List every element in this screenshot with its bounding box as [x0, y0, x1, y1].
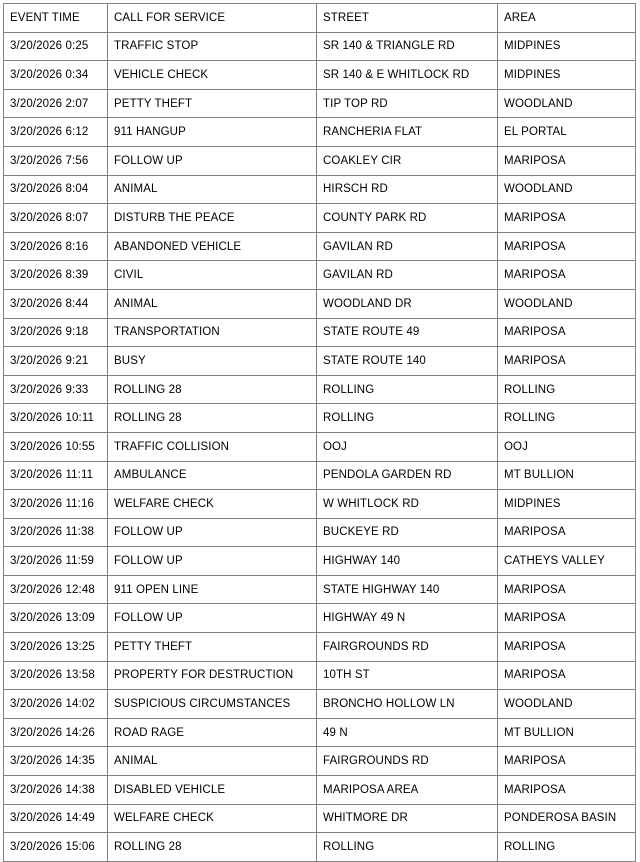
cell-street: W WHITLOCK RD: [317, 490, 498, 519]
table-row: [4, 661, 636, 690]
column-header-street: STREET: [317, 4, 498, 33]
cell-call_for_service: ANIMAL: [108, 289, 317, 318]
cell-street: WOODLAND DR: [317, 289, 498, 318]
cell-call_for_service: DISTURB THE PEACE: [108, 204, 317, 233]
table-row: [4, 261, 636, 290]
cell-area: CATHEYS VALLEY: [498, 547, 636, 576]
cell-call_for_service: TRAFFIC COLLISION: [108, 432, 317, 461]
table-row: [4, 490, 636, 519]
cell-event_time: 3/20/2026 13:25: [4, 633, 108, 662]
table-row: [4, 633, 636, 662]
cell-call_for_service: 911 HANGUP: [108, 118, 317, 147]
cell-street: COUNTY PARK RD: [317, 204, 498, 233]
cell-street: HIGHWAY 49 N: [317, 604, 498, 633]
table-row: [4, 232, 636, 261]
cell-area: MT BULLION: [498, 461, 636, 490]
table-row: [4, 118, 636, 147]
cell-call_for_service: TRAFFIC STOP: [108, 32, 317, 61]
cell-event_time: 3/20/2026 14:26: [4, 718, 108, 747]
table-row: [4, 833, 636, 862]
cell-street: COAKLEY CIR: [317, 146, 498, 175]
cell-event_time: 3/20/2026 8:16: [4, 232, 108, 261]
cell-event_time: 3/20/2026 14:49: [4, 804, 108, 833]
cell-street: GAVILAN RD: [317, 261, 498, 290]
cell-call_for_service: ANIMAL: [108, 175, 317, 204]
cell-event_time: 3/20/2026 8:44: [4, 289, 108, 318]
cell-call_for_service: SUSPICIOUS CIRCUMSTANCES: [108, 690, 317, 719]
table-row: [4, 175, 636, 204]
table-row: [4, 89, 636, 118]
cell-street: HIGHWAY 140: [317, 547, 498, 576]
cell-call_for_service: AMBULANCE: [108, 461, 317, 490]
table-row: [4, 718, 636, 747]
cell-area: MARIPOSA: [498, 261, 636, 290]
cell-street: MARIPOSA AREA: [317, 776, 498, 805]
cell-event_time: 3/20/2026 10:11: [4, 404, 108, 433]
cell-call_for_service: 911 OPEN LINE: [108, 575, 317, 604]
cell-call_for_service: ROLLING 28: [108, 404, 317, 433]
cell-street: OOJ: [317, 432, 498, 461]
column-header-event-time: EVENT TIME: [4, 4, 108, 33]
cell-street: ROLLING: [317, 404, 498, 433]
cell-street: FAIRGROUNDS RD: [317, 747, 498, 776]
cell-street: SR 140 & E WHITLOCK RD: [317, 61, 498, 90]
cell-area: WOODLAND: [498, 690, 636, 719]
call-for-service-log: [3, 3, 635, 862]
cell-area: WOODLAND: [498, 289, 636, 318]
cell-call_for_service: DISABLED VEHICLE: [108, 776, 317, 805]
cell-area: MARIPOSA: [498, 318, 636, 347]
cell-street: ROLLING: [317, 833, 498, 862]
cell-street: GAVILAN RD: [317, 232, 498, 261]
cell-event_time: 3/20/2026 8:39: [4, 261, 108, 290]
cell-event_time: 3/20/2026 0:25: [4, 32, 108, 61]
cell-street: STATE ROUTE 140: [317, 347, 498, 376]
cell-event_time: 3/20/2026 7:56: [4, 146, 108, 175]
cell-street: FAIRGROUNDS RD: [317, 633, 498, 662]
cell-area: MARIPOSA: [498, 232, 636, 261]
table-row: [4, 547, 636, 576]
cell-street: BRONCHO HOLLOW LN: [317, 690, 498, 719]
cell-event_time: 3/20/2026 10:55: [4, 432, 108, 461]
table-row: [4, 375, 636, 404]
cell-area: MIDPINES: [498, 490, 636, 519]
cell-street: STATE HIGHWAY 140: [317, 575, 498, 604]
call-log-table: [3, 3, 636, 862]
cell-call_for_service: TRANSPORTATION: [108, 318, 317, 347]
cell-event_time: 3/20/2026 12:48: [4, 575, 108, 604]
cell-event_time: 3/20/2026 14:35: [4, 747, 108, 776]
cell-event_time: 3/20/2026 11:16: [4, 490, 108, 519]
cell-area: MARIPOSA: [498, 204, 636, 233]
table-row: [4, 747, 636, 776]
cell-event_time: 3/20/2026 14:02: [4, 690, 108, 719]
cell-area: ROLLING: [498, 404, 636, 433]
cell-street: HIRSCH RD: [317, 175, 498, 204]
cell-area: EL PORTAL: [498, 118, 636, 147]
cell-call_for_service: ROLLING 28: [108, 375, 317, 404]
cell-call_for_service: PETTY THEFT: [108, 633, 317, 662]
cell-call_for_service: FOLLOW UP: [108, 604, 317, 633]
cell-area: MIDPINES: [498, 32, 636, 61]
cell-street: PENDOLA GARDEN RD: [317, 461, 498, 490]
cell-street: SR 140 & TRIANGLE RD: [317, 32, 498, 61]
cell-event_time: 3/20/2026 11:59: [4, 547, 108, 576]
table-body: [4, 32, 636, 861]
cell-street: RANCHERIA FLAT: [317, 118, 498, 147]
cell-street: WHITMORE DR: [317, 804, 498, 833]
table-row: [4, 690, 636, 719]
cell-area: WOODLAND: [498, 175, 636, 204]
table-row: [4, 776, 636, 805]
cell-area: MIDPINES: [498, 61, 636, 90]
cell-call_for_service: VEHICLE CHECK: [108, 61, 317, 90]
cell-event_time: 3/20/2026 6:12: [4, 118, 108, 147]
cell-call_for_service: ANIMAL: [108, 747, 317, 776]
cell-area: MARIPOSA: [498, 604, 636, 633]
cell-event_time: 3/20/2026 13:09: [4, 604, 108, 633]
cell-area: MARIPOSA: [498, 575, 636, 604]
table-row: [4, 575, 636, 604]
cell-call_for_service: WELFARE CHECK: [108, 804, 317, 833]
cell-area: MARIPOSA: [498, 747, 636, 776]
cell-call_for_service: ROAD RAGE: [108, 718, 317, 747]
column-header-call-for-service: CALL FOR SERVICE: [108, 4, 317, 33]
table-row: [4, 347, 636, 376]
cell-area: ROLLING: [498, 375, 636, 404]
table-header-row: [4, 4, 636, 33]
table-row: [4, 604, 636, 633]
cell-area: ROLLING: [498, 833, 636, 862]
column-header-area: AREA: [498, 4, 636, 33]
cell-event_time: 3/20/2026 14:38: [4, 776, 108, 805]
cell-call_for_service: WELFARE CHECK: [108, 490, 317, 519]
cell-street: 10TH ST: [317, 661, 498, 690]
table-row: [4, 32, 636, 61]
table-row: [4, 461, 636, 490]
cell-call_for_service: PROPERTY FOR DESTRUCTION: [108, 661, 317, 690]
cell-call_for_service: ABANDONED VEHICLE: [108, 232, 317, 261]
cell-area: MT BULLION: [498, 718, 636, 747]
cell-event_time: 3/20/2026 11:11: [4, 461, 108, 490]
table-row: [4, 146, 636, 175]
cell-area: MARIPOSA: [498, 518, 636, 547]
table-row: [4, 804, 636, 833]
cell-event_time: 3/20/2026 11:38: [4, 518, 108, 547]
cell-street: 49 N: [317, 718, 498, 747]
table-row: [4, 289, 636, 318]
cell-area: MARIPOSA: [498, 347, 636, 376]
cell-event_time: 3/20/2026 13:58: [4, 661, 108, 690]
cell-event_time: 3/20/2026 8:07: [4, 204, 108, 233]
cell-area: PONDEROSA BASIN: [498, 804, 636, 833]
cell-area: MARIPOSA: [498, 661, 636, 690]
cell-street: ROLLING: [317, 375, 498, 404]
cell-street: BUCKEYE RD: [317, 518, 498, 547]
cell-call_for_service: FOLLOW UP: [108, 547, 317, 576]
table-row: [4, 518, 636, 547]
cell-call_for_service: BUSY: [108, 347, 317, 376]
table-row: [4, 404, 636, 433]
cell-street: STATE ROUTE 49: [317, 318, 498, 347]
cell-event_time: 3/20/2026 0:34: [4, 61, 108, 90]
table-row: [4, 204, 636, 233]
cell-event_time: 3/20/2026 9:18: [4, 318, 108, 347]
cell-event_time: 3/20/2026 9:33: [4, 375, 108, 404]
cell-call_for_service: FOLLOW UP: [108, 146, 317, 175]
cell-area: MARIPOSA: [498, 633, 636, 662]
cell-call_for_service: PETTY THEFT: [108, 89, 317, 118]
cell-call_for_service: FOLLOW UP: [108, 518, 317, 547]
cell-event_time: 3/20/2026 15:06: [4, 833, 108, 862]
cell-event_time: 3/20/2026 2:07: [4, 89, 108, 118]
cell-area: MARIPOSA: [498, 146, 636, 175]
cell-area: MARIPOSA: [498, 776, 636, 805]
cell-area: WOODLAND: [498, 89, 636, 118]
table-row: [4, 61, 636, 90]
cell-area: OOJ: [498, 432, 636, 461]
cell-call_for_service: CIVIL: [108, 261, 317, 290]
cell-event_time: 3/20/2026 9:21: [4, 347, 108, 376]
table-row: [4, 318, 636, 347]
cell-street: TIP TOP RD: [317, 89, 498, 118]
cell-call_for_service: ROLLING 28: [108, 833, 317, 862]
cell-event_time: 3/20/2026 8:04: [4, 175, 108, 204]
table-header: [4, 4, 636, 33]
table-row: [4, 432, 636, 461]
